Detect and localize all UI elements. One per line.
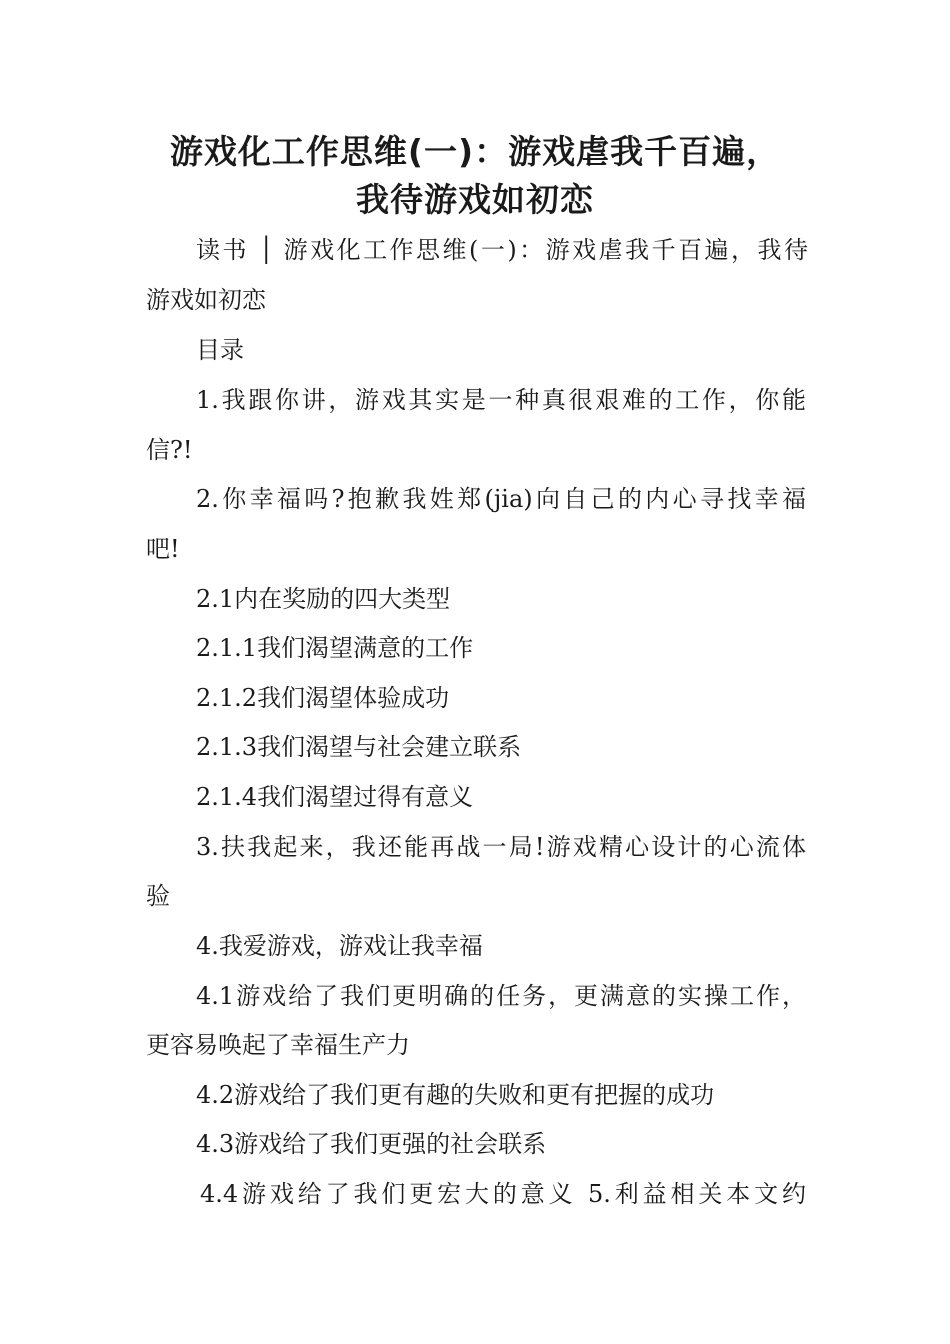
- toc-item: 3.扶我起来，我还能再战一局!游戏精心设计的心流体: [196, 833, 806, 861]
- toc-item: 4.2游戏给了我们更有趣的失败和更有把握的成功: [196, 1081, 715, 1109]
- toc-item: 2.1.2我们渴望体验成功: [196, 684, 450, 712]
- toc-item: 1.我跟你讲，游戏其实是一种真很艰难的工作，你能: [196, 386, 806, 414]
- toc-item-continuation: 更容易唤起了幸福生产力: [146, 1031, 410, 1059]
- toc-item: 2.1.4我们渴望过得有意义: [196, 783, 474, 811]
- toc-item: 2.1.1我们渴望满意的工作: [196, 634, 474, 662]
- toc-heading: 目录: [196, 336, 244, 364]
- toc-item: 2.1内在奖励的四大类型: [196, 585, 451, 613]
- document-title-line-2: 我待游戏如初恋: [356, 180, 594, 219]
- toc-item-continuation: 验: [146, 882, 170, 910]
- toc-item-continuation: 吧!: [146, 535, 180, 563]
- paragraph-line: 读书 │ 游戏化工作思维(一)：游戏虐我千百遍，我待: [196, 236, 808, 264]
- toc-item: 2.1.3我们渴望与社会建立联系: [196, 733, 522, 761]
- toc-item: 4.我爱游戏，游戏让我幸福: [196, 932, 483, 960]
- paragraph-line: 游戏如初恋: [146, 286, 266, 314]
- toc-item: 2.你幸福吗?抱歉我姓郑(jia)向自己的内心寻找幸福: [196, 485, 806, 513]
- toc-item-continuation: 信?!: [146, 436, 193, 464]
- toc-item: 4.4游戏给了我们更宏大的意义 5.利益相关本文约: [200, 1180, 806, 1208]
- toc-item: 4.1游戏给了我们更明确的任务，更满意的实操工作，: [196, 982, 806, 1010]
- document-title-line-1: 游戏化工作思维(一)：游戏虐我千百遍，: [169, 132, 781, 171]
- toc-item: 4.3游戏给了我们更强的社会联系: [196, 1130, 547, 1158]
